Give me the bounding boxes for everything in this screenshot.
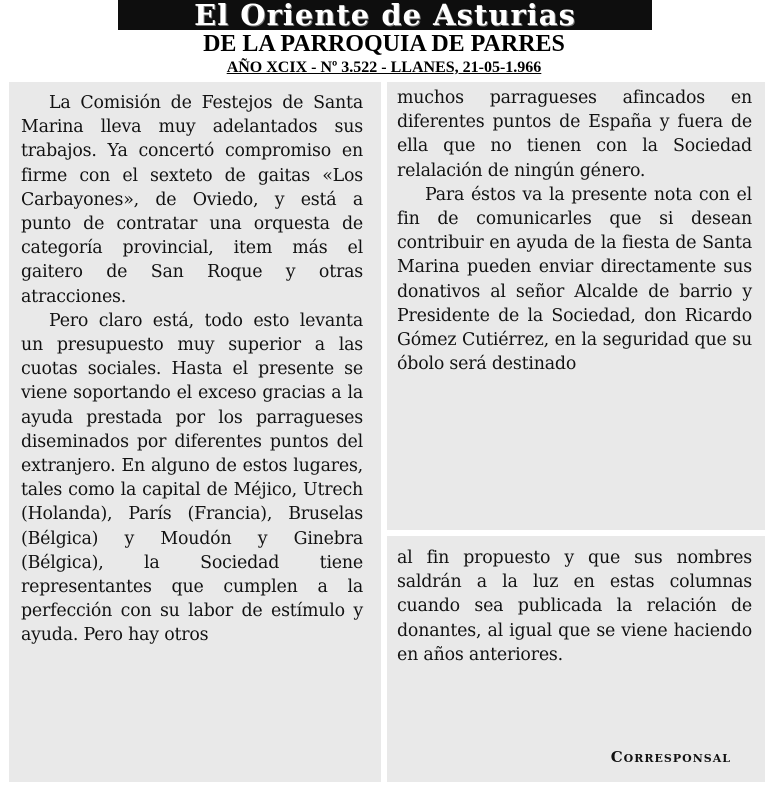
article-clipping-right bbox=[387, 82, 765, 530]
paragraph: Pero claro está, todo esto levanta un presupuesto muy superior a las cuotas sociales. Hasta el presente se viene soportando el exceso gracias a la ayuda prestada por los parragueses diseminados por diferentes puntos del extranjero. En alguno de estos lugares, tales como la capital de Méjico, Utrech (Holanda), París (Francia), Bruselas (Bélgica) y Moudón y Ginebra (Bélgica), la Sociedad tiene representantes que cumplen a la perfección con su labor de estímulo y ayuda. Pero hay otros bbox=[21, 310, 363, 646]
right-column bbox=[397, 86, 752, 376]
issue-text: AÑO XCIX - Nº 3.522 - LLANES, 21-05-1.966 bbox=[226, 59, 542, 76]
author-signature: Corresponsal bbox=[610, 748, 731, 766]
paragraph: Para éstos va la presente nota con el fin de comunicarles que si desean contribuir en ayuda de la fiesta de Santa Marina pueden enviar directamente sus donativos al señor Alcalde de barrio y Presidente de la Sociedad, don Ricardo Gómez Cutiérrez, en la seguridad que su óbolo será destinado bbox=[397, 184, 752, 375]
left-column bbox=[21, 91, 363, 648]
issue-info bbox=[0, 59, 768, 77]
section-subtitle: DE LA PARROQUIA DE PARRES bbox=[203, 31, 565, 57]
article-clipping-left bbox=[9, 82, 381, 782]
right-column-continued bbox=[397, 546, 752, 667]
newspaper-logo bbox=[118, 0, 652, 30]
logo-text: El Oriente de Asturias bbox=[194, 0, 576, 32]
paragraph: La Comisión de Festejos de Santa Marina lleva muy adelantados sus trabajos. Ya concertó compromiso en firme con el sexteto de gaitas «Los Carbayones», de Oviedo, y está a punto de contratar una orquesta de categoría provincial, item más el gaitero de San Roque y otras atracciones. bbox=[21, 93, 363, 307]
paragraph: al fin propuesto y que sus nombres saldrán a la luz en estas columnas cuando sea publicada la relación de donantes, al igual que se viene haciendo en años anteriores. bbox=[397, 548, 752, 665]
paragraph: muchos parragueses afincados en diferentes puntos de España y fuera de ella que no tienen con la Sociedad relalación de ningún género. bbox=[397, 88, 752, 181]
masthead bbox=[0, 0, 768, 80]
article-clipping-right-continued bbox=[387, 536, 765, 782]
